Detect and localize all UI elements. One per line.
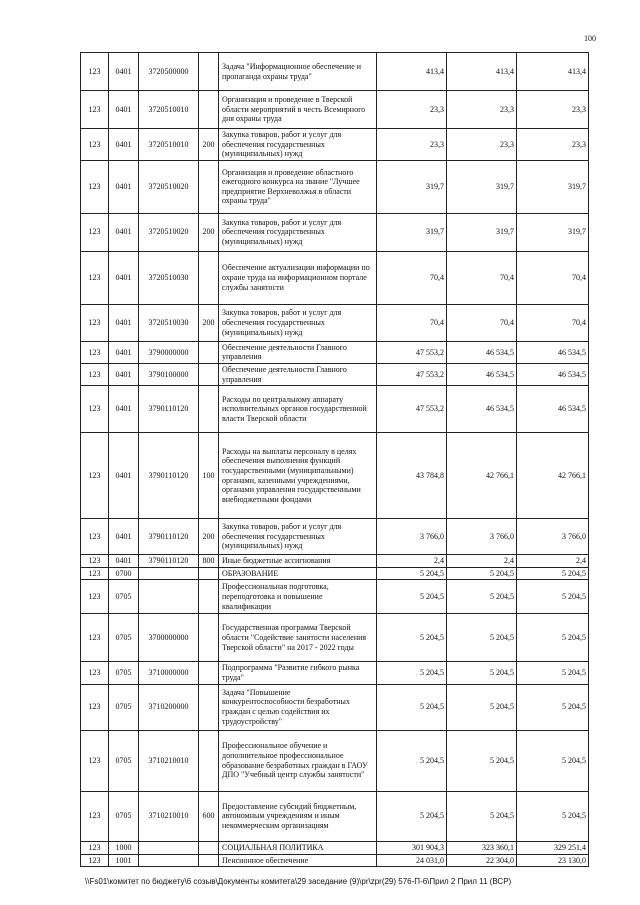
cell-section-code: 1001 bbox=[109, 854, 139, 867]
cell-amount-year2: 5 204,5 bbox=[447, 662, 517, 684]
cell-description: Закупка товаров, работ и услуг для обеспечения государственных (муниципальных) нужд bbox=[219, 519, 377, 555]
cell-admin-code: 123 bbox=[81, 91, 109, 129]
cell-amount-year1: 23,3 bbox=[377, 129, 447, 161]
cell-expense-type: 600 bbox=[199, 791, 219, 841]
cell-amount-year2: 42 766,1 bbox=[447, 433, 517, 519]
cell-amount-year1: 5 204,5 bbox=[377, 614, 447, 662]
table-row bbox=[81, 519, 589, 555]
cell-amount-year1: 319,7 bbox=[377, 160, 447, 213]
cell-section-code: 0401 bbox=[109, 363, 139, 385]
cell-target-article bbox=[139, 841, 199, 854]
cell-target-article: 3700000000 bbox=[139, 614, 199, 662]
cell-amount-year3: 5 204,5 bbox=[517, 580, 589, 614]
cell-amount-year2: 2,4 bbox=[447, 555, 517, 568]
cell-expense-type bbox=[199, 854, 219, 867]
cell-section-code: 0401 bbox=[109, 53, 139, 91]
cell-admin-code: 123 bbox=[81, 662, 109, 684]
cell-amount-year3: 319,7 bbox=[517, 160, 589, 213]
cell-section-code: 0401 bbox=[109, 519, 139, 555]
cell-section-code: 1000 bbox=[109, 841, 139, 854]
cell-admin-code: 123 bbox=[81, 386, 109, 433]
cell-amount-year1: 70,4 bbox=[377, 251, 447, 304]
cell-amount-year2: 5 204,5 bbox=[447, 580, 517, 614]
cell-amount-year3: 23,3 bbox=[517, 129, 589, 161]
cell-description: Предоставление субсидий бюджетным, автономным учреждениям и иным некоммерческим организациям bbox=[219, 791, 377, 841]
cell-amount-year1: 5 204,5 bbox=[377, 730, 447, 791]
cell-amount-year2: 23,3 bbox=[447, 91, 517, 129]
cell-admin-code: 123 bbox=[81, 160, 109, 213]
cell-amount-year1: 43 784,8 bbox=[377, 433, 447, 519]
cell-amount-year1: 3 766,0 bbox=[377, 519, 447, 555]
cell-section-code: 0705 bbox=[109, 662, 139, 684]
cell-description: Профессиональная подготовка, переподготовка и повышение квалификации bbox=[219, 580, 377, 614]
cell-amount-year2: 46 534,5 bbox=[447, 363, 517, 385]
cell-amount-year3: 46 534,5 bbox=[517, 386, 589, 433]
cell-amount-year1: 413,4 bbox=[377, 53, 447, 91]
cell-admin-code: 123 bbox=[81, 841, 109, 854]
cell-amount-year3: 42 766,1 bbox=[517, 433, 589, 519]
cell-admin-code: 123 bbox=[81, 567, 109, 580]
cell-amount-year3: 46 534,5 bbox=[517, 363, 589, 385]
cell-section-code: 0401 bbox=[109, 251, 139, 304]
table-row bbox=[81, 841, 589, 854]
cell-target-article: 3790110120 bbox=[139, 555, 199, 568]
cell-amount-year2: 46 534,5 bbox=[447, 386, 517, 433]
cell-expense-type bbox=[199, 580, 219, 614]
cell-expense-type bbox=[199, 614, 219, 662]
cell-section-code: 0401 bbox=[109, 129, 139, 161]
cell-amount-year1: 319,7 bbox=[377, 213, 447, 251]
cell-expense-type: 200 bbox=[199, 213, 219, 251]
cell-expense-type bbox=[199, 160, 219, 213]
cell-amount-year3: 46 534,5 bbox=[517, 341, 589, 363]
cell-amount-year1: 23,3 bbox=[377, 91, 447, 129]
cell-amount-year2: 5 204,5 bbox=[447, 567, 517, 580]
cell-section-code: 0401 bbox=[109, 555, 139, 568]
table-row bbox=[81, 791, 589, 841]
table-row bbox=[81, 304, 589, 341]
cell-target-article: 3790100000 bbox=[139, 363, 199, 385]
cell-amount-year3: 70,4 bbox=[517, 251, 589, 304]
cell-admin-code: 123 bbox=[81, 341, 109, 363]
cell-admin-code: 123 bbox=[81, 53, 109, 91]
table-row bbox=[81, 160, 589, 213]
cell-description: Обеспечение деятельности Главного управления bbox=[219, 341, 377, 363]
table-row bbox=[81, 662, 589, 684]
cell-admin-code: 123 bbox=[81, 614, 109, 662]
cell-amount-year1: 2,4 bbox=[377, 555, 447, 568]
cell-amount-year1: 5 204,5 bbox=[377, 684, 447, 730]
cell-description: Организация и проведение областного ежегодного конкурса на звание "Лучшее предприятие Верхневолжья в области охраны труда" bbox=[219, 160, 377, 213]
cell-target-article: 3710210010 bbox=[139, 730, 199, 791]
cell-admin-code: 123 bbox=[81, 251, 109, 304]
cell-amount-year2: 5 204,5 bbox=[447, 791, 517, 841]
cell-amount-year3: 23 130,0 bbox=[517, 854, 589, 867]
cell-section-code: 0401 bbox=[109, 160, 139, 213]
cell-target-article: 3710000000 bbox=[139, 662, 199, 684]
cell-target-article: 3720510030 bbox=[139, 304, 199, 341]
cell-target-article bbox=[139, 567, 199, 580]
cell-amount-year1: 5 204,5 bbox=[377, 662, 447, 684]
cell-expense-type bbox=[199, 730, 219, 791]
table-row bbox=[81, 91, 589, 129]
cell-section-code: 0401 bbox=[109, 91, 139, 129]
cell-amount-year2: 323 360,1 bbox=[447, 841, 517, 854]
cell-description: Профессиональное обучение и дополнительное профессиональное образование безработных граждан в ГАОУ ДПО "Учебный центр службы занятости" bbox=[219, 730, 377, 791]
cell-amount-year2: 23,3 bbox=[447, 129, 517, 161]
cell-admin-code: 123 bbox=[81, 730, 109, 791]
cell-section-code: 0705 bbox=[109, 684, 139, 730]
cell-admin-code: 123 bbox=[81, 213, 109, 251]
cell-section-code: 0705 bbox=[109, 580, 139, 614]
cell-amount-year3: 329 251,4 bbox=[517, 841, 589, 854]
cell-amount-year3: 413,4 bbox=[517, 53, 589, 91]
table-row bbox=[81, 614, 589, 662]
table-row bbox=[81, 386, 589, 433]
footer-file-path: \\Fs01\комитет по бюджету\6 созыв\Документы комитета\29 заседание (9)\pr\zpr(29) 576-П-6\Прил 2 Прил 11 (ВСР) bbox=[85, 877, 512, 886]
table-row bbox=[81, 567, 589, 580]
cell-admin-code: 123 bbox=[81, 363, 109, 385]
table-row bbox=[81, 684, 589, 730]
cell-expense-type bbox=[199, 91, 219, 129]
cell-description: Пенсионное обеспечение bbox=[219, 854, 377, 867]
cell-expense-type: 200 bbox=[199, 129, 219, 161]
cell-amount-year2: 3 766,0 bbox=[447, 519, 517, 555]
table-row bbox=[81, 854, 589, 867]
cell-admin-code: 123 bbox=[81, 519, 109, 555]
cell-admin-code: 123 bbox=[81, 555, 109, 568]
cell-expense-type bbox=[199, 386, 219, 433]
cell-expense-type bbox=[199, 53, 219, 91]
table-row bbox=[81, 555, 589, 568]
cell-target-article: 3720510020 bbox=[139, 160, 199, 213]
cell-section-code: 0401 bbox=[109, 213, 139, 251]
cell-expense-type bbox=[199, 662, 219, 684]
cell-expense-type: 100 bbox=[199, 433, 219, 519]
cell-expense-type bbox=[199, 341, 219, 363]
cell-amount-year1: 70,4 bbox=[377, 304, 447, 341]
cell-amount-year2: 319,7 bbox=[447, 160, 517, 213]
page-number: 100 bbox=[584, 34, 596, 43]
cell-amount-year2: 413,4 bbox=[447, 53, 517, 91]
cell-admin-code: 123 bbox=[81, 580, 109, 614]
cell-target-article: 3790110120 bbox=[139, 519, 199, 555]
cell-expense-type: 200 bbox=[199, 519, 219, 555]
cell-description: Расходы на выплаты персоналу в целях обеспечения выполнения функций государственными (муниципальными) органами, казенными учреждениями, органами управления государственными внебюджетными фондами bbox=[219, 433, 377, 519]
cell-target-article: 3720510020 bbox=[139, 213, 199, 251]
cell-admin-code: 123 bbox=[81, 129, 109, 161]
cell-amount-year2: 5 204,5 bbox=[447, 684, 517, 730]
cell-section-code: 0401 bbox=[109, 433, 139, 519]
table-row bbox=[81, 53, 589, 91]
cell-amount-year3: 5 204,5 bbox=[517, 791, 589, 841]
table-row bbox=[81, 433, 589, 519]
table-row bbox=[81, 363, 589, 385]
cell-description: Иные бюджетные ассигнования bbox=[219, 555, 377, 568]
table-row bbox=[81, 129, 589, 161]
cell-target-article: 3720500000 bbox=[139, 53, 199, 91]
cell-section-code: 0705 bbox=[109, 614, 139, 662]
cell-target-article: 3790110120 bbox=[139, 433, 199, 519]
cell-description: Подпрограмма "Развитие гибкого рынка труда" bbox=[219, 662, 377, 684]
table-row bbox=[81, 341, 589, 363]
cell-description: Закупка товаров, работ и услуг для обеспечения государственных (муниципальных) нужд bbox=[219, 304, 377, 341]
cell-expense-type bbox=[199, 841, 219, 854]
cell-description: Обеспечение деятельности Главного управления bbox=[219, 363, 377, 385]
cell-amount-year2: 319,7 bbox=[447, 213, 517, 251]
cell-amount-year3: 5 204,5 bbox=[517, 730, 589, 791]
cell-admin-code: 123 bbox=[81, 791, 109, 841]
cell-target-article: 3790110120 bbox=[139, 386, 199, 433]
table-row bbox=[81, 213, 589, 251]
cell-expense-type bbox=[199, 251, 219, 304]
table-row bbox=[81, 251, 589, 304]
cell-admin-code: 123 bbox=[81, 304, 109, 341]
cell-amount-year2: 70,4 bbox=[447, 304, 517, 341]
cell-section-code: 0401 bbox=[109, 304, 139, 341]
cell-expense-type: 200 bbox=[199, 304, 219, 341]
cell-amount-year3: 70,4 bbox=[517, 304, 589, 341]
cell-amount-year2: 70,4 bbox=[447, 251, 517, 304]
cell-expense-type bbox=[199, 684, 219, 730]
cell-amount-year1: 47 553,2 bbox=[377, 363, 447, 385]
cell-amount-year3: 5 204,5 bbox=[517, 567, 589, 580]
cell-target-article: 3710200000 bbox=[139, 684, 199, 730]
cell-target-article bbox=[139, 854, 199, 867]
cell-description: Расходы по центральному аппарату исполнительных органов государственной власти Тверской области bbox=[219, 386, 377, 433]
cell-section-code: 0705 bbox=[109, 791, 139, 841]
cell-description: Государственная программа Тверской области "Содействие занятости населения Тверской области" на 2017 - 2022 годы bbox=[219, 614, 377, 662]
cell-section-code: 0705 bbox=[109, 730, 139, 791]
cell-amount-year1: 24 031,0 bbox=[377, 854, 447, 867]
cell-section-code: 0401 bbox=[109, 386, 139, 433]
cell-target-article: 3720510010 bbox=[139, 91, 199, 129]
cell-description: Закупка товаров, работ и услуг для обеспечения государственных (муниципальных) нужд bbox=[219, 129, 377, 161]
cell-amount-year3: 319,7 bbox=[517, 213, 589, 251]
cell-admin-code: 123 bbox=[81, 684, 109, 730]
cell-description: Организация и проведение в Тверской области мероприятий в честь Всемирного дня охраны труда bbox=[219, 91, 377, 129]
cell-amount-year3: 5 204,5 bbox=[517, 614, 589, 662]
cell-admin-code: 123 bbox=[81, 433, 109, 519]
cell-amount-year3: 3 766,0 bbox=[517, 519, 589, 555]
budget-table bbox=[80, 52, 589, 867]
cell-target-article bbox=[139, 580, 199, 614]
cell-amount-year1: 47 553,2 bbox=[377, 341, 447, 363]
cell-amount-year1: 5 204,5 bbox=[377, 791, 447, 841]
cell-description: ОБРАЗОВАНИЕ bbox=[219, 567, 377, 580]
cell-amount-year2: 5 204,5 bbox=[447, 730, 517, 791]
cell-amount-year3: 23,3 bbox=[517, 91, 589, 129]
cell-target-article: 3790000000 bbox=[139, 341, 199, 363]
cell-target-article: 3720510030 bbox=[139, 251, 199, 304]
cell-description: Обеспечение актуализации информации по охране труда на информационном портале службы занятости bbox=[219, 251, 377, 304]
table-row bbox=[81, 730, 589, 791]
cell-amount-year1: 301 904,3 bbox=[377, 841, 447, 854]
cell-expense-type: 800 bbox=[199, 555, 219, 568]
cell-amount-year3: 2,4 bbox=[517, 555, 589, 568]
cell-target-article: 3710210010 bbox=[139, 791, 199, 841]
cell-target-article: 3720510010 bbox=[139, 129, 199, 161]
table-row bbox=[81, 580, 589, 614]
cell-description: Закупка товаров, работ и услуг для обеспечения государственных (муниципальных) нужд bbox=[219, 213, 377, 251]
cell-amount-year3: 5 204,5 bbox=[517, 684, 589, 730]
cell-description: СОЦИАЛЬНАЯ ПОЛИТИКА bbox=[219, 841, 377, 854]
cell-expense-type bbox=[199, 363, 219, 385]
cell-amount-year3: 5 204,5 bbox=[517, 662, 589, 684]
cell-section-code: 0401 bbox=[109, 341, 139, 363]
cell-description: Задача "Повышение конкурентоспособности безработных граждан с целью содействия их трудоустройству" bbox=[219, 684, 377, 730]
cell-amount-year1: 47 553,2 bbox=[377, 386, 447, 433]
cell-amount-year1: 5 204,5 bbox=[377, 580, 447, 614]
cell-amount-year2: 5 204,5 bbox=[447, 614, 517, 662]
table-body bbox=[81, 53, 589, 867]
cell-amount-year1: 5 204,5 bbox=[377, 567, 447, 580]
cell-admin-code: 123 bbox=[81, 854, 109, 867]
cell-description: Задача "Информационное обеспечение и пропаганда охраны труда" bbox=[219, 53, 377, 91]
cell-section-code: 0700 bbox=[109, 567, 139, 580]
cell-expense-type bbox=[199, 567, 219, 580]
cell-amount-year2: 46 534,5 bbox=[447, 341, 517, 363]
cell-amount-year2: 22 304,0 bbox=[447, 854, 517, 867]
